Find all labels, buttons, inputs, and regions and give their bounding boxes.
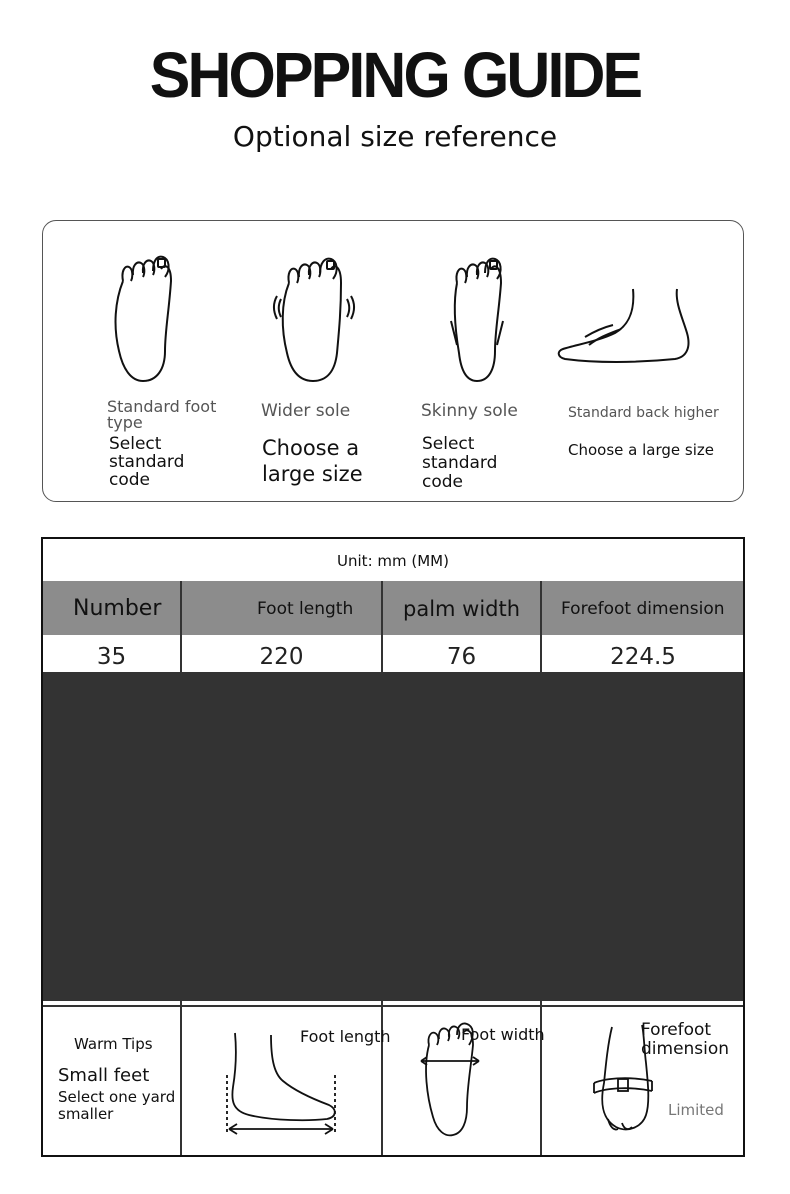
table-row	[43, 672, 743, 709]
tips-heading: Warm Tips	[74, 1035, 153, 1053]
size-table	[41, 537, 745, 1157]
forefoot-label: Forefoot dimension	[641, 1020, 730, 1059]
table-row	[43, 891, 743, 928]
row-divider	[43, 964, 743, 1001]
table-cell: 35	[96, 644, 127, 670]
header-cell-foot-length: Foot length	[257, 599, 354, 619]
foot-type-advice: Select standard code	[422, 434, 498, 492]
tips-line2: Select one yard smaller	[58, 1088, 176, 1123]
foot-type-high-arch	[555, 221, 741, 501]
row-divider	[43, 781, 743, 818]
table-header-row	[43, 581, 743, 635]
watermark-text: Limited	[668, 1101, 724, 1119]
table-row	[43, 855, 743, 892]
foot-type-advice: Choose a large size	[568, 441, 714, 459]
table-cell: 224.5	[610, 644, 676, 670]
table-cell: 220	[259, 644, 304, 670]
foot-type-name: Standard back higher	[568, 405, 719, 421]
header-cell-forefoot: Forefoot dimension	[561, 599, 725, 619]
page-title: SHOPPING GUIDE	[149, 39, 641, 111]
row-divider	[43, 708, 743, 745]
foot-type-name: Skinny sole	[421, 401, 518, 421]
table-row	[43, 781, 743, 818]
page-subtitle: Optional size reference	[232, 120, 558, 153]
tips-line1: Small feet	[58, 1065, 150, 1086]
row-divider	[43, 891, 743, 928]
table-cell: 76	[446, 644, 477, 670]
foot-width-label: Foot width	[461, 1025, 545, 1044]
table-row	[43, 928, 743, 965]
row-divider	[43, 672, 743, 709]
foot-types-panel	[42, 220, 744, 502]
skinny-foot-icon	[423, 241, 533, 386]
table-row	[43, 635, 743, 672]
header-cell-palm-width: palm width	[403, 597, 521, 621]
foot-type-advice: Select standard code	[109, 434, 185, 490]
foot-type-standard	[93, 221, 263, 501]
table-row	[43, 708, 743, 745]
header-cell-number: Number	[73, 596, 162, 621]
row-divider	[43, 928, 743, 965]
tips-row	[43, 1005, 743, 1155]
high-arch-foot-icon	[555, 241, 705, 386]
foot-type-advice: Choose a large size	[262, 436, 363, 486]
row-divider	[43, 818, 743, 855]
foot-type-wide	[257, 221, 427, 501]
table-row	[43, 964, 743, 1001]
wide-foot-icon	[257, 241, 377, 386]
unit-label: Unit: mm (MM)	[337, 552, 449, 570]
table-row	[43, 818, 743, 855]
foot-type-name: Standard foot type	[107, 397, 217, 432]
standard-foot-icon	[93, 241, 193, 386]
foot-length-label: Foot length	[300, 1027, 391, 1046]
table-row	[43, 745, 743, 782]
row-divider	[43, 745, 743, 782]
row-divider	[43, 855, 743, 892]
foot-type-name: Wider sole	[261, 401, 351, 421]
